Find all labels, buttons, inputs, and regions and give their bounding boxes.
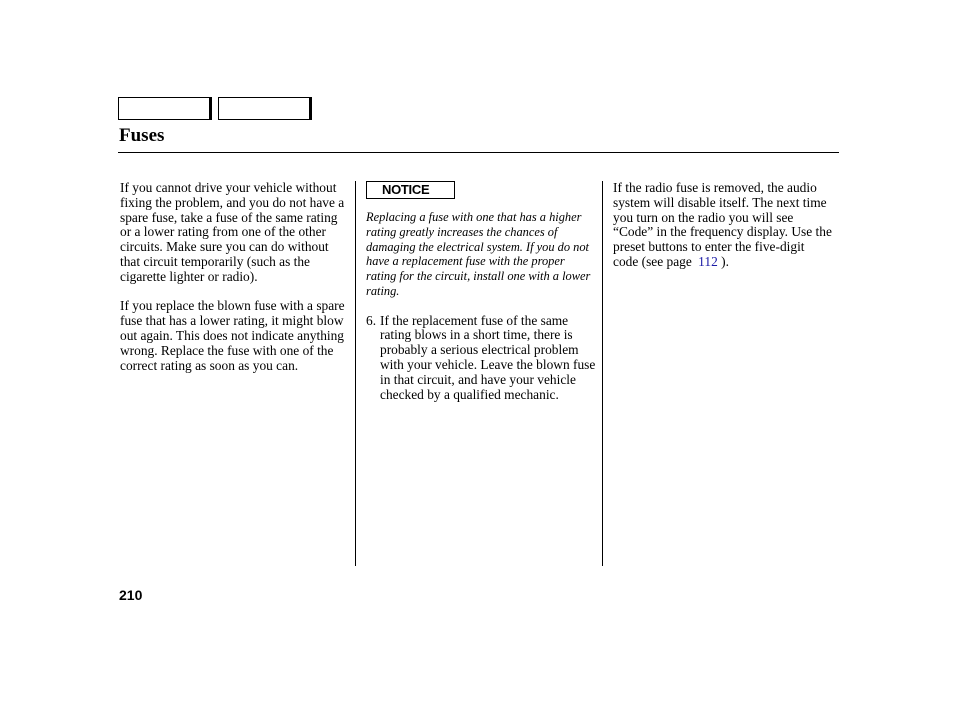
nav-button-index[interactable] bbox=[218, 97, 310, 120]
column-divider-left bbox=[355, 181, 356, 566]
step-item bbox=[366, 314, 596, 403]
middle-column bbox=[366, 181, 596, 402]
right-column bbox=[613, 181, 833, 270]
left-column bbox=[120, 181, 348, 373]
column-divider-right bbox=[602, 181, 603, 566]
radio-fuse-text: If the radio fuse is removed, the audio system will disable itself. The next time you turn on the radio you will see “Code” in the frequency display. Use the preset buttons to enter the five-digit code (see page bbox=[613, 180, 832, 269]
step-text: If the replacement fuse of the same rating blows in a short time, there is probably a serious electrical problem with your vehicle. Leave the blown fuse in that circuit, and have your vehicle checked by a qualified mechanic. bbox=[380, 312, 596, 402]
body-paragraph bbox=[613, 181, 833, 270]
notice-badge: NOTICE bbox=[366, 181, 455, 199]
nav-button-contents[interactable] bbox=[118, 97, 210, 120]
title-divider bbox=[118, 152, 839, 153]
step-number: 6. bbox=[366, 312, 377, 328]
body-paragraph: If you replace the blown fuse with a spare fuse that has a lower rating, it might blow out again. This does not indicate anything wrong. Replace the fuse with one of the correct rating as soon as you can. bbox=[120, 298, 345, 373]
body-paragraph: If you cannot drive your vehicle without fixing the problem, and you do not have a spare fuse, take a fuse of the same rating or a lower rating from one of the other circuits. Make sure you can do without that circuit temporarily (such as the cigarette lighter or radio). bbox=[120, 180, 345, 284]
notice-text: Replacing a fuse with one that has a higher rating greatly increases the chances of damaging the electrical system. If you do not have a replacement fuse with the proper rating for the circuit, install one with a lower rating. bbox=[366, 210, 591, 298]
page-title: Fuses bbox=[119, 125, 165, 146]
page-reference-link[interactable]: 112 bbox=[698, 253, 718, 269]
radio-fuse-text-end: ). bbox=[717, 253, 729, 269]
page-number: 210 bbox=[119, 587, 143, 603]
